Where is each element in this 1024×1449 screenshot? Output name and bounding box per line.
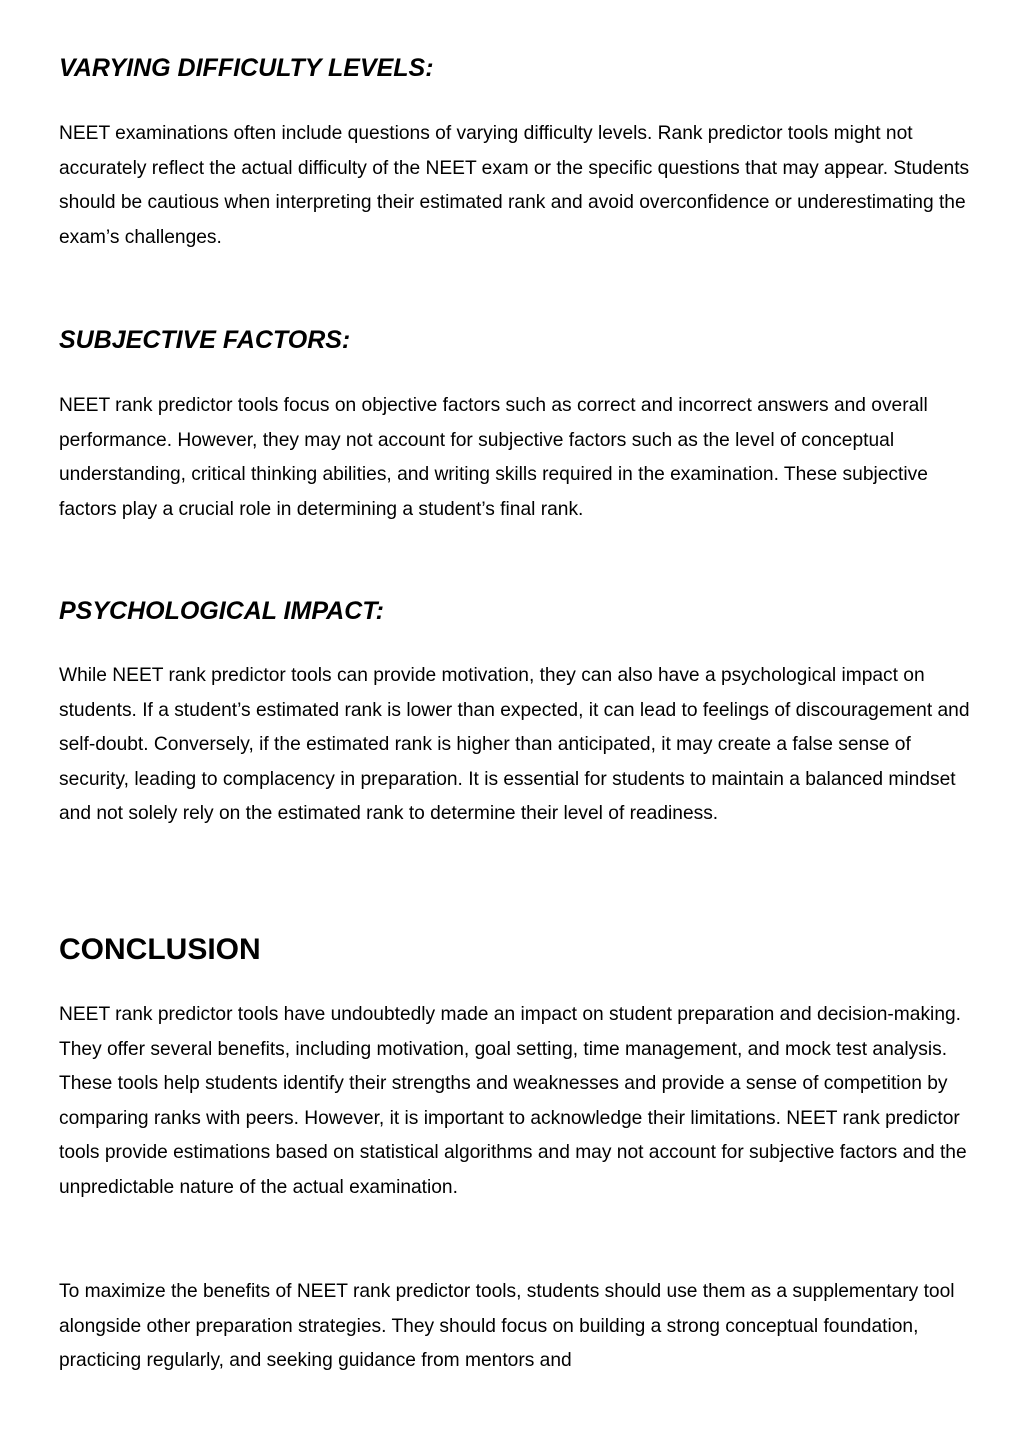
section-heading-varying-difficulty: VARYING DIFFICULTY LEVELS: — [59, 54, 434, 82]
section-heading-psychological-impact: PSYCHOLOGICAL IMPACT: — [59, 597, 384, 625]
conclusion-heading: CONCLUSION — [59, 933, 261, 966]
section-body-subjective-factors: NEET rank predictor tools focus on objective factors such as correct and incorrect answers and overall performance. However, they may not account for subjective factors such as the level of conceptual understanding, critical thinking abilities, and writing skills required in the examination. These subjective factors play a crucial role in determining a student’s final rank. — [59, 395, 928, 520]
conclusion-paragraph-1: NEET rank predictor tools have undoubtedly made an impact on student preparation and decision-making. They offer several benefits, including motivation, goal setting, time management, and mock test analysis. These tools help students identify their strengths and weaknesses and provide a sense of competition by comparing ranks with peers. However, it is important to acknowledge their limitations. NEET rank predictor tools provide estimations based on statistical algorithms and may not account for subjective factors and the unpredictable nature of the actual examination. — [59, 1004, 967, 1198]
section-body-varying-difficulty: NEET examinations often include questions of varying difficulty levels. Rank predictor tools might not accurately reflect the actual difficulty of the NEET exam or the specific questions that may appear. Students should be cautious when interpreting their estimated rank and avoid overconfidence or underestimating the exam’s challenges. — [59, 123, 970, 248]
section-heading-subjective-factors: SUBJECTIVE FACTORS: — [59, 326, 351, 354]
conclusion-paragraph-2: To maximize the benefits of NEET rank predictor tools, students should use them as a supplementary tool alongside other preparation strategies. They should focus on building a strong conceptual foundation, practicing regularly, and seeking guidance from mentors and — [59, 1281, 955, 1372]
section-body-psychological-impact: While NEET rank predictor tools can provide motivation, they can also have a psychological impact on students. If a student’s estimated rank is lower than expected, it can lead to feelings of discouragement and self-doubt. Conversely, if the estimated rank is higher than anticipated, it may create a false sense of security, leading to complacency in preparation. It is essential for students to maintain a balanced mindset and not solely rely on the estimated rank to determine their level of readiness. — [59, 665, 970, 825]
